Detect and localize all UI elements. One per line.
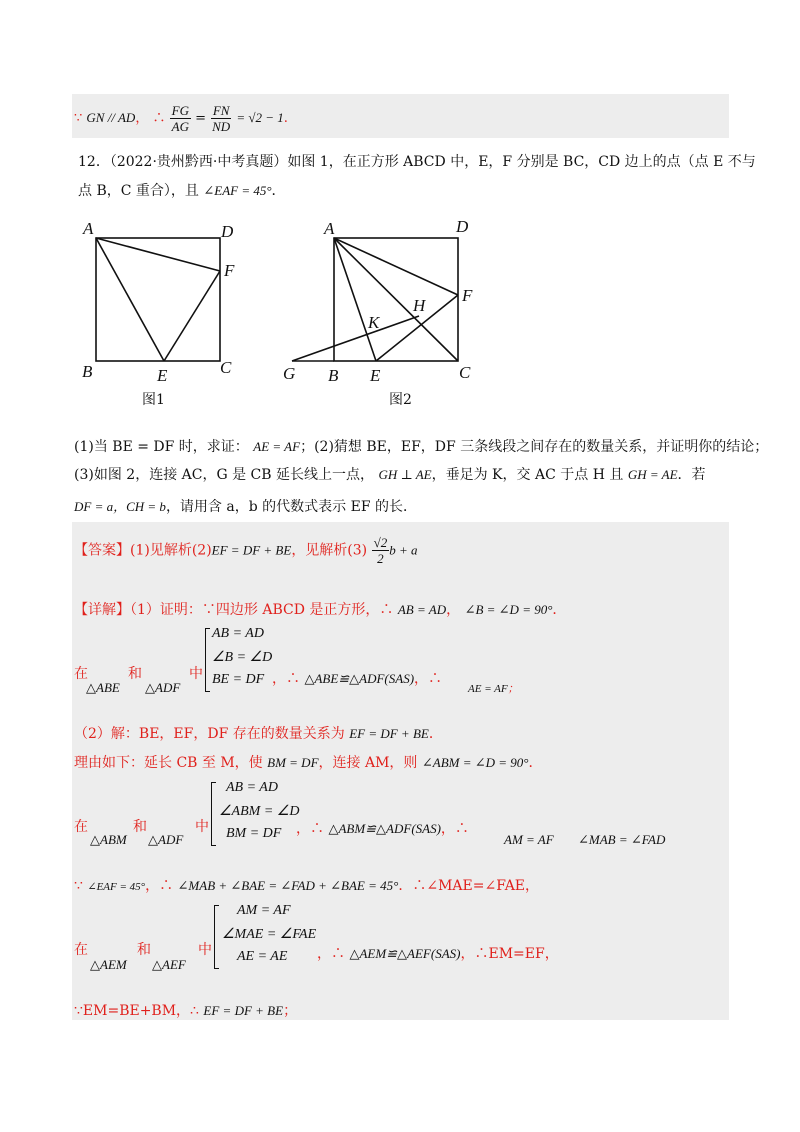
text: ，∴ [440, 821, 469, 837]
question-3-line-2 [74, 496, 417, 516]
angle-condition: ∠EAF = 45° [203, 183, 272, 198]
concl-3 [317, 943, 559, 963]
fig1-label-d: D [221, 222, 234, 241]
math: EF = DF + BE [349, 726, 429, 741]
text: ； [283, 1003, 298, 1019]
text: ，∴ [296, 821, 324, 837]
segment-af [334, 238, 458, 295]
text: ，请用含 a，b 的代数式表示 EF 的长． [165, 499, 417, 515]
question-3-line-1 [74, 464, 706, 484]
and-2: 和 [133, 819, 147, 835]
tri-3b: △AEF [152, 957, 186, 972]
numerator: FG [171, 103, 189, 118]
math: ∠ABM = ∠D = 90° [421, 755, 529, 770]
fig2-label-g: G [283, 364, 296, 383]
comma: ， [135, 111, 149, 126]
fig2-label-a: A [324, 219, 335, 238]
fig2-label-c: C [459, 363, 471, 382]
text: (3)如图 2，连接 AC，G 是 CB 延长线上一点， [74, 467, 374, 483]
tri-1a: △ABE [86, 680, 120, 695]
math: GH ⊥ AE [378, 467, 432, 482]
res-2a: AM = AF [504, 832, 554, 847]
text: （2）解：BE，EF，DF 存在的数量关系为 [74, 726, 345, 742]
ratio-result: = √2 − 1 [236, 110, 284, 125]
math: EF = DF + BE [203, 1003, 284, 1018]
mid-2: 中 [195, 819, 209, 835]
brace-2 [211, 782, 216, 846]
sys3-row-3: AE = AE [237, 949, 288, 964]
math: ∠B = ∠D = 90° [464, 602, 553, 617]
math: GH = AE [627, 467, 678, 482]
math: AB = AD [397, 602, 447, 617]
part-2-line-1 [74, 723, 443, 743]
denominator: AG [171, 119, 189, 134]
math: BM = DF [267, 755, 319, 770]
res-1 [468, 680, 519, 696]
text: ，见解析(3) [291, 542, 368, 559]
brace-1 [205, 628, 210, 692]
and-3: 和 [137, 942, 151, 958]
text: (1)当 BE = DF 时，求证： [74, 439, 249, 455]
fig1-label-c: C [220, 358, 232, 377]
detail-line-1 [74, 599, 566, 619]
math: AE = AF [253, 439, 301, 454]
text: ，垂足为 K，交 AC 于点 H 且 [431, 467, 624, 483]
in-2: 在 [74, 819, 88, 835]
period: ． [271, 183, 286, 199]
fig1-label-e: E [157, 366, 168, 385]
brace-3 [214, 905, 219, 969]
fig2-label-f: F [462, 286, 473, 305]
fig2-label-b: B [328, 366, 339, 385]
sys2-row-2: ∠ABM = ∠D [219, 804, 300, 819]
top-box-line: ∵ GN // AD， ∴ $\frac{FG}{AG}$ = $\frac{FN}{ND}$ = √2 − 1. [74, 103, 288, 134]
text: ； [507, 683, 519, 695]
congruence: △AEM≌△AEF(SAS) [349, 946, 461, 961]
numerator: FN [212, 103, 230, 118]
text: ． [428, 726, 443, 742]
tri-3a: △AEM [90, 957, 127, 972]
fig1-caption: 图1 [142, 392, 165, 408]
math: ∠MAB + ∠BAE = ∠FAD + ∠BAE = 45° [177, 878, 399, 893]
text: ．若 [677, 467, 706, 483]
fig2-label-d: D [456, 217, 469, 236]
congruence: △ABE≌△ADF(SAS) [304, 671, 415, 686]
segment-ac [334, 238, 458, 361]
mid-3: 中 [198, 942, 212, 958]
part-2-line-2 [74, 752, 543, 772]
because-symbol: ∵ [74, 111, 83, 126]
mid-1: 中 [189, 666, 203, 682]
text: ，∴ [145, 878, 174, 894]
answer-line [74, 536, 418, 565]
sys2-row-1: AB = AD [226, 780, 278, 795]
math: AE = AF [468, 683, 508, 695]
text: ．∴∠MAE=∠FAE， [398, 878, 540, 894]
therefore-symbol: ∴ [152, 111, 166, 126]
numerator: √2 [373, 535, 388, 550]
fig2-label-k: K [368, 313, 380, 332]
text: ． [528, 755, 543, 771]
sys1-row-2: ∠B = ∠D [212, 650, 273, 665]
text: ， [446, 602, 461, 618]
detail-label: 【详解】 [74, 602, 130, 618]
segment-ae [96, 238, 164, 361]
fig2-label-h: H [413, 296, 426, 315]
math: b + a [389, 542, 418, 558]
fraction-fg-ag [170, 104, 191, 133]
segment-gh [292, 316, 419, 361]
detail-line-5 [74, 875, 539, 895]
text: ，连接 AM，则 [318, 755, 418, 771]
period: . [283, 111, 288, 126]
text: ，∴EM=EF， [460, 946, 559, 962]
sys3-row-1: AM = AF [237, 903, 291, 918]
segment-ae [334, 238, 376, 361]
math: ∠EAF = 45° [87, 881, 146, 893]
in-1: 在 [74, 666, 88, 682]
sys1-row-1: AB = AD [212, 626, 264, 641]
text: ∵EM=BE+BM，∴ [74, 1003, 199, 1019]
fig2-caption: 图2 [389, 392, 412, 408]
text: ，∴ [272, 671, 300, 687]
concl-2 [296, 818, 469, 838]
denominator: 2 [377, 551, 384, 566]
fig2-label-e: E [370, 366, 381, 385]
problem-line-1: 12．（2022·贵州黔西·中考真题）如图 1，在正方形 ABCD 中，E，F 分别是 BC，CD 边上的点（点 E 不与 [78, 154, 756, 170]
sys3-row-2: ∠MAE = ∠FAE [222, 927, 317, 942]
res-2b: ∠MAB = ∠FAD [578, 832, 666, 847]
fig1-label-a: A [83, 219, 94, 238]
detail-line-7 [74, 1000, 297, 1020]
text: ，∴ [317, 946, 345, 962]
denominator: ND [212, 119, 231, 134]
text: 点 B，C 重合），且 [78, 183, 199, 199]
text: ． [552, 602, 567, 618]
math: DF = a，CH = b [74, 499, 166, 514]
tri-2a: △ABM [90, 832, 127, 847]
tri-1b: △ADF [145, 680, 181, 695]
answer-label: 【答案】 [74, 542, 130, 559]
concl-1 [272, 668, 442, 688]
text: 理由如下：延长 CB 至 M，使 [74, 755, 263, 771]
text: ，∴ [414, 671, 443, 687]
parallel-expression: GN // AD [86, 110, 136, 125]
fig1-label-f: F [224, 261, 235, 280]
text: （1）证明：∵四边形 ABCD 是正方形，∴ [130, 602, 394, 618]
sys2-row-3: BM = DF [226, 826, 282, 841]
tri-2b: △ADF [148, 832, 184, 847]
segment-ef [164, 271, 220, 361]
text: (1)见解析(2) [130, 542, 212, 559]
congruence: △ABM≌△ADF(SAS) [328, 821, 441, 836]
segment-af [96, 238, 220, 271]
fig1-label-b: B [82, 362, 93, 381]
text: ∵ [74, 878, 83, 894]
sys1-row-3: BE = DF [212, 672, 265, 687]
question-1-2 [74, 436, 768, 456]
and-1: 和 [128, 666, 142, 682]
fraction-sqrt2-over-2 [372, 536, 390, 565]
math: EF = DF + BE [211, 542, 292, 558]
fraction-fn-nd [210, 104, 232, 133]
in-3: 在 [74, 942, 88, 958]
text: ；(2)猜想 BE，EF，DF 三条线段之间存在的数量关系，并证明你的结论； [300, 439, 769, 455]
problem-line-2 [78, 180, 286, 200]
